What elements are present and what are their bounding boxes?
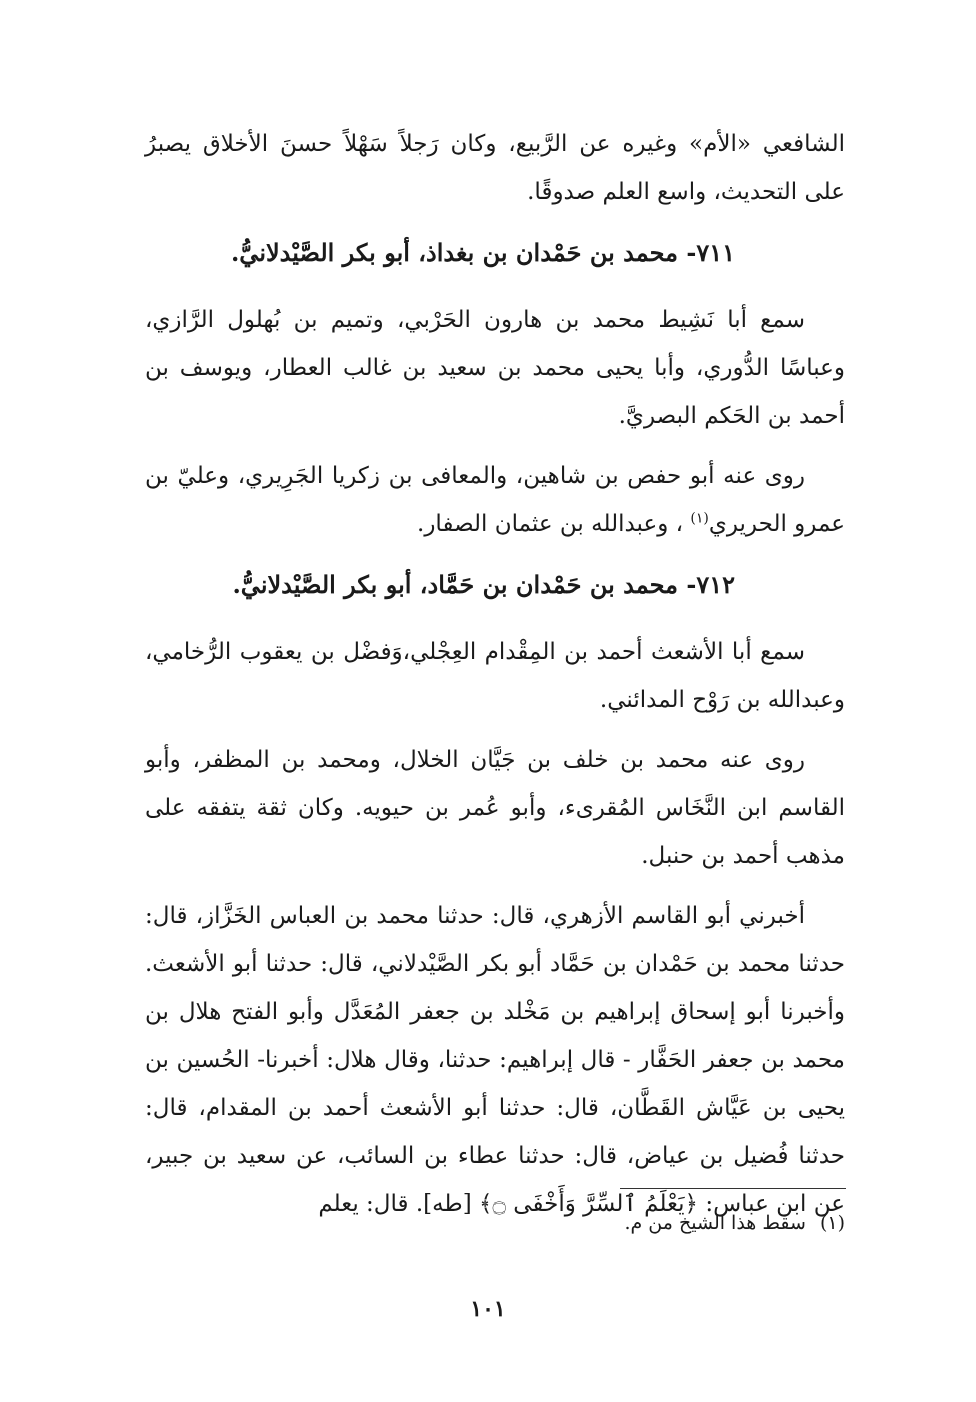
main-text (145, 120, 845, 1240)
paragraph-students-711 (145, 452, 845, 548)
footnote-divider (620, 1188, 846, 1189)
page-number: ١٠١ (470, 1296, 506, 1322)
paragraph-teachers-711: سمع أبا نَشِيط محمد بن هارون الحَرْبي، وتميم بن بُهلول الرَّازي، وعباسًا الدُّوري، وأبا يحيى محمد بن سعيد بن غالب العطار، ويوسف بن أحمد بن الحَكم البصريَّ. (145, 307, 845, 429)
students-711-text: روى عنه أبو حفص بن شاهين، والمعافى بن زكريا الجَرِيري، وعليّ بن عمرو الحريري (145, 463, 845, 537)
paragraph-teachers-712: سمع أبا الأشعث أحمد بن المِقْدام العِجْلي،وَفضْل بن يعقوب الرُّخامي، وعبدالله بن رَوْح المدائني. (145, 639, 845, 713)
entry-heading-712: ٧١٢- محمد بن حَمْدان بن حَمَّاد، أبو بكر الصَّيْدلانيُّ. (232, 570, 735, 599)
footnote (145, 1208, 845, 1238)
students-711-text-end: ، وعبدالله بن عثمان الصفار. (417, 511, 684, 537)
paragraph-isnad: أخبرني أبو القاسم الأزهري، قال: حدثنا محمد بن العباس الخَزَّاز، قال: حدثنا محمد بن حَمْدان بن حَمَّاد أبو بكر الصَّيْدلاني، قال: حدثنا أبو الأشعث. وأخبرنا أبو إسحاق إبراهيم بن مَخْلد بن جعفر المُعَدَّل وأبو الفتح هلال بن محمد بن جعفر الحَفَّار - قال إبراهيم: حدثنا، وقال هلال: أخبرنا- الحُسين بن يحيى بن عَيَّاش القَطَّان، قال: حدثنا أبو الأشعث أحمد بن المقدام، قال: حدثنا فُضيل بن عياض، قال: حدثنا عطاء بن السائب، عن سعيد بن جبير، عن ابن عباس: ﴿يَعْلَمُ ٱلسِّرَّ وَأَخْفَى ۝﴾ [طه]. قال: يعلم (145, 903, 845, 1217)
paragraph-continuation: الشافعي «الأم» وغيره عن الرَّبيع، وكان رَجلاً سَهْلاً حسنَ الأخلاق يصبرُ على التحديث، واسع العلم صدوقًا. (145, 131, 845, 205)
paragraph-students-712: روى عنه محمد بن خلف بن جَيَّان الخلال، ومحمد بن المظفر، وأبو القاسم ابن النَّخَاس المُقرىء، وأبو عُمر بن حيويه. وكان ثقة يتفقه على مذهب أحمد بن حنبل. (145, 747, 845, 869)
entry-heading-711: ٧١١- محمد بن حَمْدان بن بغداذ، أبو بكر الصَّيْدلانيُّ. (230, 238, 735, 267)
footnote-text: سقط هذا الشيخ من م. (624, 1212, 806, 1234)
footnote-number: (١) (819, 1212, 845, 1234)
footnote-reference: (١) (690, 510, 709, 527)
